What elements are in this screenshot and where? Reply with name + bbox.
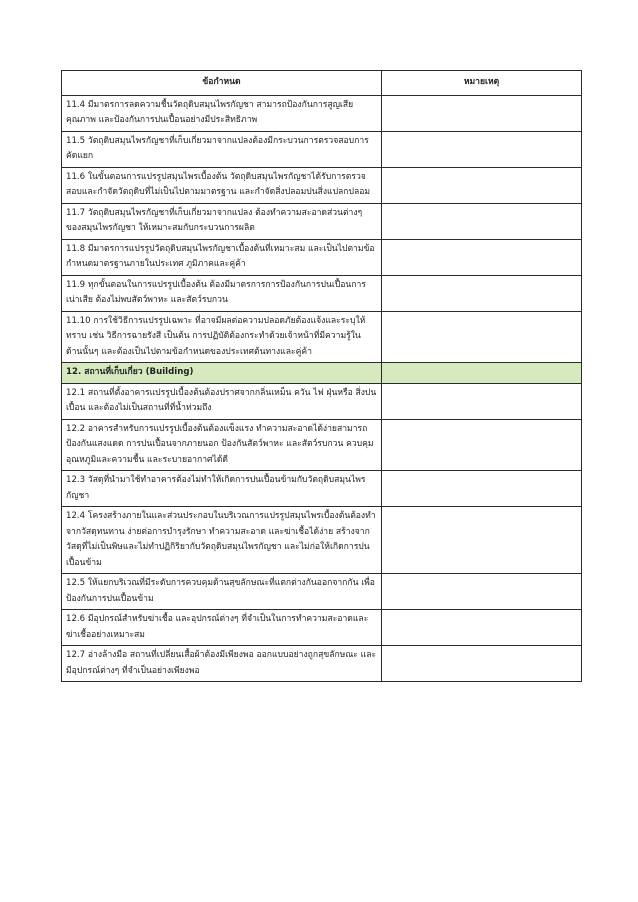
requirement-cell: 12.2 อาคารสำหรับการแปรรูปเบื้องต้นต้องแข็งแรง ทำความสะอาดได้ง่ายสามารถป้องกันแสงแดด การปนเปื้อนจากภายนอก ป้องกันสัตว์พาหะ และสัตว์รบกวน ควบคุมอุณหภูมิและความชื้น และระบายอากาศได้ดี [62,419,382,471]
table-row [62,419,582,471]
remark-cell [382,471,582,507]
remark-cell [382,507,582,574]
table-row [62,275,582,311]
requirement-cell: 12.7 อ่างล้างมือ สถานที่เปลี่ยนเสื้อผ้าต้องมีเพียงพอ ออกแบบอย่างถูกสุขลักษณะ และมีอุปกรณ์ต่างๆ ที่จำเป็นอย่างเพียงพอ [62,646,382,682]
table-row [62,471,582,507]
requirement-cell: 12.1 สถานที่ตั้งอาคารแปรรูปเบื้องต้นต้องปราศจากกลิ่นเหม็น ควัน ไฟ ฝุ่นหรือ สิ่งปนเปื้อน และต้องไม่เป็นสถานที่ที่น้ำท่วมถึง [62,383,382,419]
remark-cell [382,311,582,363]
remark-cell [382,610,582,646]
remark-cell [382,203,582,239]
table-row [62,95,582,131]
section-heading: 12. สถานที่เก็บเกี่ยว (Building) [62,363,382,384]
requirements-table [61,70,582,682]
requirement-cell: 12.5 ให้แยกบริเวณที่มีระดับการควบคุมด้านสุขลักษณะที่แตกต่างกันออกจากกัน เพื่อป้องกันการปนเปื้อนข้าม [62,574,382,610]
remark-cell [382,646,582,682]
remark-cell [382,574,582,610]
table-header-row [62,71,582,96]
table-row [62,167,582,203]
requirement-cell: 11.6 ในขั้นตอนการแปรรูปสมุนไพรเบื้องต้น วัตถุดิบสมุนไพรกัญชาได้รับการตรวจสอบและกำจัดวัตถุดิบที่ไม่เป็นไปตามมาตรฐาน และกำจัดสิ่งปลอมปนสิ่งแปลกปลอม [62,167,382,203]
requirement-cell: 11.7 วัตถุดิบสมุนไพรกัญชาที่เก็บเกี่ยวมาจากแปลง ต้องทำความสะอาดส่วนต่างๆของสมุนไพรกัญชา ให้เหมาะสมกับกระบวนการผลิต [62,203,382,239]
table-row [62,203,582,239]
section-row [62,363,582,384]
header-remark: หมายเหตุ [382,71,582,96]
requirement-cell: 12.4 โครงสร้างภายในและส่วนประกอบในบริเวณการแปรรูปสมุนไพรเบื้องต้นต้องทำจากวัสดุทนทาน ง่ายต่อการบำรุงรักษา ทำความสะอาด และฆ่าเชื้อได้ง่าย สร้างจากวัสดุที่ไม่เป็นพิษและไม่ทำปฏิกิริยากับวัตถุดิบสมุนไพรกัญชา และไม่ก่อให้เกิดการปนเปื้อนข้าม [62,507,382,574]
remark-cell [382,383,582,419]
table-row [62,646,582,682]
remark-cell [382,95,582,131]
requirement-cell: 12.6 มีอุปกรณ์สำหรับฆ่าเชื้อ และอุปกรณ์ต่างๆ ที่จำเป็นในการทำความสะอาดและฆ่าเชื้ออย่างเหมาะสม [62,610,382,646]
table-row [62,383,582,419]
requirement-cell: 11.9 ทุกขั้นตอนในการแปรรูปเบื้องต้น ต้องมีมาตรการการป้องกันการปนเปื้อนการเน่าเสีย ต้องไม่พบสัตว์พาหะ และสัตว์รบกวน [62,275,382,311]
requirement-cell: 11.10 การใช้วิธีการแปรรูปเฉพาะ ที่อาจมีผลต่อความปลอดภัยต้องแจ้งและระบุให้ทราบ เช่น วิธีการฉายรังสี เป็นต้น การปฏิบัติต้องกระทำด้วยเจ้าหน้าที่มีความรู้ในด้านนั้นๆ และต้องเป็นไปตามข้อกำหนดของประเทศต้นทางและคู่ค้า [62,311,382,363]
table-row [62,610,582,646]
remark-cell [382,167,582,203]
table-row [62,131,582,167]
requirement-cell: 12.3 วัสดุที่นำมาใช้ทำอาคารต้องไม่ทำให้เกิดการปนเปื้อนข้ามกับวัตถุดิบสมุนไพรกัญชา [62,471,382,507]
requirements-sheet [61,70,581,682]
header-requirement: ข้อกำหนด [62,71,382,96]
table-body [62,95,582,682]
table-row [62,311,582,363]
table-row [62,239,582,275]
requirement-cell: 11.8 มีมาตรการแปรรูปวัตถุดิบสมุนไพรกัญชาเบื้องต้นที่เหมาะสม และเป็นไปตามข้อกำหนดมาตรฐานภายในประเทศ ภูมิภาคและคู่ค้า [62,239,382,275]
requirement-cell: 11.5 วัตถุดิบสมุนไพรกัญชาที่เก็บเกี่ยวมาจากแปลงต้องมีกระบวนการตรวจสอบการคัดแยก [62,131,382,167]
table-row [62,507,582,574]
remark-cell [382,239,582,275]
table-row [62,574,582,610]
requirement-cell: 11.4 มีมาตรการลดความชื้นวัตถุดิบสมุนไพรกัญชา สามารถป้องกันการสูญเสียคุณภาพ และป้องกันการปนเปื้อนอย่างมีประสิทธิภาพ [62,95,382,131]
remark-cell [382,275,582,311]
remark-cell [382,131,582,167]
remark-cell [382,363,582,384]
remark-cell [382,419,582,471]
